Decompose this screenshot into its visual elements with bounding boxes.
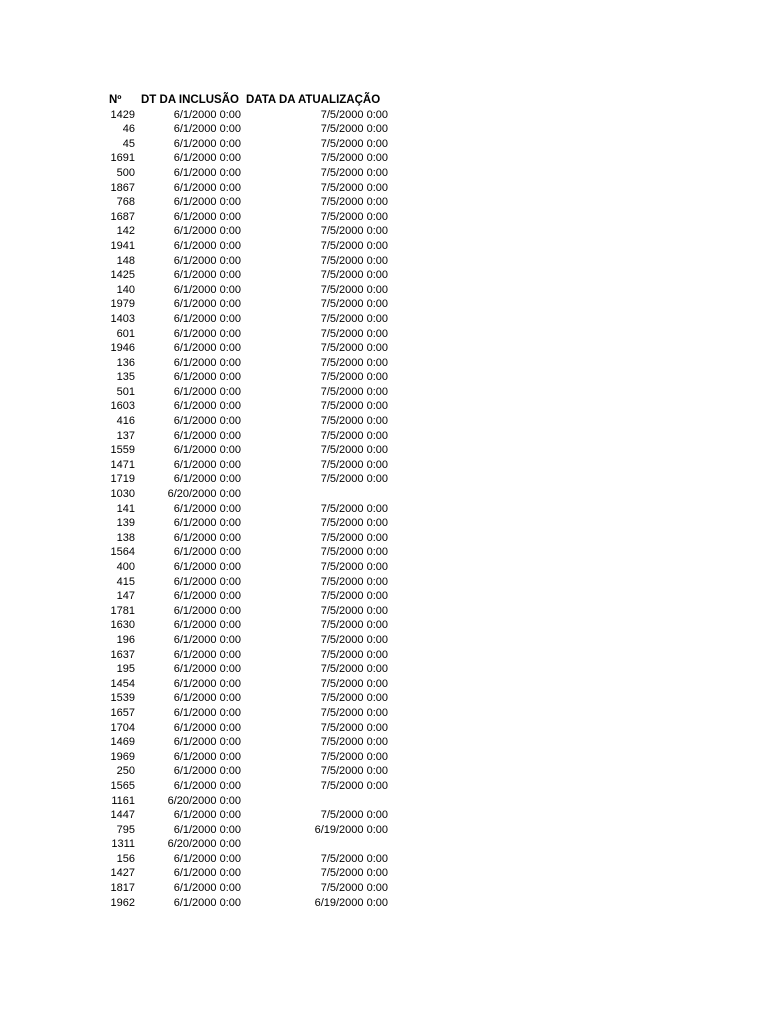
- cell-update-date: 7/5/2000 0:00: [320, 809, 388, 822]
- table-row: [0, 662, 768, 677]
- cell-num: 196: [116, 633, 135, 646]
- cell-inclusion-date: 6/1/2000 0:00: [173, 385, 241, 398]
- cell-update-date: 7/5/2000 0:00: [320, 254, 388, 267]
- cell-num: 1962: [110, 896, 135, 909]
- cell-num: 148: [116, 254, 135, 267]
- cell-inclusion-date: 6/1/2000 0:00: [173, 400, 241, 413]
- table-row: [0, 327, 768, 342]
- cell-update-date: 7/5/2000 0:00: [320, 239, 388, 252]
- cell-num: 601: [116, 327, 135, 340]
- table-row: [0, 560, 768, 575]
- cell-num: 45: [122, 137, 135, 150]
- cell-inclusion-date: 6/1/2000 0:00: [173, 809, 241, 822]
- table-row: [0, 356, 768, 371]
- cell-inclusion-date: 6/1/2000 0:00: [173, 852, 241, 865]
- cell-inclusion-date: 6/1/2000 0:00: [173, 750, 241, 763]
- cell-num: 1403: [110, 312, 135, 325]
- cell-inclusion-date: 6/1/2000 0:00: [173, 648, 241, 661]
- table-row: [0, 239, 768, 254]
- cell-inclusion-date: 6/1/2000 0:00: [173, 867, 241, 880]
- cell-num: 1030: [110, 488, 135, 501]
- cell-inclusion-date: 6/1/2000 0:00: [173, 736, 241, 749]
- cell-inclusion-date: 6/1/2000 0:00: [173, 269, 241, 282]
- table-row: [0, 341, 768, 356]
- cell-update-date: 7/5/2000 0:00: [320, 779, 388, 792]
- cell-inclusion-date: 6/1/2000 0:00: [173, 152, 241, 165]
- table-row: [0, 881, 768, 896]
- header-update-date: DATA DA ATUALIZAÇÃO: [246, 94, 381, 106]
- cell-inclusion-date: 6/1/2000 0:00: [173, 663, 241, 676]
- cell-num: 1311: [111, 838, 135, 851]
- cell-update-date: 7/5/2000 0:00: [320, 473, 388, 486]
- cell-update-date: 7/5/2000 0:00: [320, 721, 388, 734]
- table-row: [0, 721, 768, 736]
- cell-num: 1946: [110, 342, 135, 355]
- table-row: [0, 151, 768, 166]
- cell-num: 138: [116, 531, 135, 544]
- cell-num: 500: [116, 166, 135, 179]
- cell-update-date: 7/5/2000 0:00: [320, 166, 388, 179]
- cell-update-date: 7/5/2000 0:00: [320, 677, 388, 690]
- cell-inclusion-date: 6/1/2000 0:00: [173, 123, 241, 136]
- cell-update-date: 7/5/2000 0:00: [320, 575, 388, 588]
- cell-num: 795: [116, 823, 135, 836]
- cell-num: 1565: [110, 779, 135, 792]
- cell-inclusion-date: 6/1/2000 0:00: [173, 677, 241, 690]
- cell-update-date: 7/5/2000 0:00: [320, 750, 388, 763]
- cell-num: 1427: [110, 867, 135, 880]
- cell-inclusion-date: 6/1/2000 0:00: [173, 633, 241, 646]
- cell-num: 1687: [110, 210, 135, 223]
- cell-inclusion-date: 6/1/2000 0:00: [173, 312, 241, 325]
- cell-num: 1564: [110, 546, 135, 559]
- cell-num: 1603: [110, 400, 135, 413]
- cell-inclusion-date: 6/1/2000 0:00: [173, 531, 241, 544]
- cell-num: 1161: [111, 794, 135, 807]
- cell-num: 250: [116, 765, 135, 778]
- cell-inclusion-date: 6/1/2000 0:00: [173, 342, 241, 355]
- table-row: [0, 633, 768, 648]
- table-row: [0, 794, 768, 809]
- cell-update-date: 7/5/2000 0:00: [320, 108, 388, 121]
- cell-update-date: 7/5/2000 0:00: [320, 692, 388, 705]
- cell-num: 1637: [110, 648, 135, 661]
- table-row: [0, 181, 768, 196]
- table-row: [0, 618, 768, 633]
- cell-num: 1719: [110, 473, 135, 486]
- cell-update-date: 7/5/2000 0:00: [320, 356, 388, 369]
- cell-update-date: 7/5/2000 0:00: [320, 458, 388, 471]
- cell-num: 137: [116, 429, 135, 442]
- cell-num: 1630: [110, 619, 135, 632]
- cell-num: 1657: [110, 706, 135, 719]
- table-row: [0, 735, 768, 750]
- cell-inclusion-date: 6/1/2000 0:00: [173, 166, 241, 179]
- table-row: [0, 589, 768, 604]
- cell-inclusion-date: 6/1/2000 0:00: [173, 604, 241, 617]
- table-row: [0, 254, 768, 269]
- table-row: [0, 502, 768, 517]
- cell-num: 1559: [110, 444, 135, 457]
- table-row: [0, 137, 768, 152]
- cell-update-date: 7/5/2000 0:00: [320, 385, 388, 398]
- table-row: [0, 866, 768, 881]
- cell-inclusion-date: 6/1/2000 0:00: [173, 444, 241, 457]
- cell-num: 1969: [110, 750, 135, 763]
- cell-update-date: 7/5/2000 0:00: [320, 736, 388, 749]
- cell-inclusion-date: 6/1/2000 0:00: [173, 619, 241, 632]
- cell-inclusion-date: 6/1/2000 0:00: [173, 327, 241, 340]
- cell-num: 1691: [110, 152, 135, 165]
- table-row: [0, 108, 768, 123]
- table-row: [0, 896, 768, 911]
- cell-update-date: 6/19/2000 0:00: [314, 823, 388, 836]
- table-row: [0, 268, 768, 283]
- table-row: [0, 297, 768, 312]
- cell-update-date: 7/5/2000 0:00: [320, 283, 388, 296]
- cell-inclusion-date: 6/1/2000 0:00: [173, 225, 241, 238]
- table-row: [0, 487, 768, 502]
- cell-update-date: 7/5/2000 0:00: [320, 327, 388, 340]
- cell-inclusion-date: 6/1/2000 0:00: [173, 371, 241, 384]
- cell-num: 1454: [110, 677, 135, 690]
- cell-num: 415: [116, 575, 135, 588]
- table-row: [0, 210, 768, 225]
- cell-num: 147: [116, 590, 135, 603]
- table-row: [0, 648, 768, 663]
- table-row: [0, 779, 768, 794]
- cell-inclusion-date: 6/1/2000 0:00: [173, 181, 241, 194]
- table-row: [0, 166, 768, 181]
- table-header-row: [0, 93, 768, 108]
- cell-inclusion-date: 6/1/2000 0:00: [173, 517, 241, 530]
- cell-update-date: 7/5/2000 0:00: [320, 196, 388, 209]
- cell-inclusion-date: 6/1/2000 0:00: [173, 356, 241, 369]
- cell-inclusion-date: 6/1/2000 0:00: [173, 575, 241, 588]
- cell-update-date: 7/5/2000 0:00: [320, 648, 388, 661]
- table-row: [0, 604, 768, 619]
- cell-num: 142: [116, 225, 135, 238]
- cell-update-date: 7/5/2000 0:00: [320, 269, 388, 282]
- cell-update-date: 7/5/2000 0:00: [320, 298, 388, 311]
- cell-update-date: 7/5/2000 0:00: [320, 210, 388, 223]
- cell-num: 1979: [110, 298, 135, 311]
- cell-num: 140: [116, 283, 135, 296]
- cell-inclusion-date: 6/1/2000 0:00: [173, 473, 241, 486]
- cell-update-date: 7/5/2000 0:00: [320, 531, 388, 544]
- table-row: [0, 224, 768, 239]
- cell-inclusion-date: 6/20/2000 0:00: [167, 838, 241, 851]
- cell-inclusion-date: 6/1/2000 0:00: [173, 502, 241, 515]
- cell-update-date: 7/5/2000 0:00: [320, 517, 388, 530]
- cell-update-date: 7/5/2000 0:00: [320, 342, 388, 355]
- table-row: [0, 750, 768, 765]
- cell-update-date: 7/5/2000 0:00: [320, 663, 388, 676]
- spreadsheet-table: [0, 93, 768, 910]
- cell-update-date: 7/5/2000 0:00: [320, 619, 388, 632]
- cell-num: 1539: [110, 692, 135, 705]
- table-row: [0, 399, 768, 414]
- table-row: [0, 677, 768, 692]
- table-row: [0, 575, 768, 590]
- table-row: [0, 458, 768, 473]
- cell-update-date: 7/5/2000 0:00: [320, 706, 388, 719]
- table-row: [0, 443, 768, 458]
- table-row: [0, 414, 768, 429]
- cell-update-date: 6/19/2000 0:00: [314, 896, 388, 909]
- cell-inclusion-date: 6/1/2000 0:00: [173, 561, 241, 573]
- cell-inclusion-date: 6/1/2000 0:00: [173, 283, 241, 296]
- table-row: [0, 545, 768, 560]
- cell-inclusion-date: 6/1/2000 0:00: [173, 882, 241, 895]
- cell-update-date: 7/5/2000 0:00: [320, 371, 388, 384]
- cell-inclusion-date: 6/1/2000 0:00: [173, 196, 241, 209]
- table-row: [0, 370, 768, 385]
- table-row: [0, 852, 768, 867]
- table-row: [0, 823, 768, 838]
- cell-update-date: 7/5/2000 0:00: [320, 444, 388, 457]
- cell-num: 141: [116, 502, 135, 515]
- cell-num: 1469: [110, 736, 135, 749]
- table-row: [0, 312, 768, 327]
- cell-update-date: 7/5/2000 0:00: [320, 882, 388, 895]
- cell-update-date: 7/5/2000 0:00: [320, 152, 388, 165]
- cell-update-date: 7/5/2000 0:00: [320, 765, 388, 778]
- cell-num: 416: [116, 415, 135, 428]
- table-row: [0, 429, 768, 444]
- cell-num: 195: [116, 663, 135, 676]
- cell-update-date: 7/5/2000 0:00: [320, 415, 388, 428]
- cell-inclusion-date: 6/20/2000 0:00: [167, 488, 241, 501]
- cell-inclusion-date: 6/1/2000 0:00: [173, 458, 241, 471]
- cell-update-date: 7/5/2000 0:00: [320, 312, 388, 325]
- table-row: [0, 808, 768, 823]
- cell-inclusion-date: 6/1/2000 0:00: [173, 429, 241, 442]
- cell-num: 135: [116, 371, 135, 384]
- header-num: Nº: [109, 94, 122, 106]
- cell-update-date: 7/5/2000 0:00: [320, 502, 388, 515]
- table-row: [0, 531, 768, 546]
- cell-update-date: 7/5/2000 0:00: [320, 590, 388, 603]
- cell-num: 139: [116, 517, 135, 530]
- cell-inclusion-date: 6/1/2000 0:00: [173, 896, 241, 909]
- cell-update-date: 7/5/2000 0:00: [320, 561, 388, 573]
- cell-num: 1704: [110, 721, 135, 734]
- cell-num: 136: [116, 356, 135, 369]
- cell-num: 1781: [110, 604, 135, 617]
- cell-num: 501: [116, 385, 135, 398]
- header-inclusion-date: DT DA INCLUSÃO: [141, 94, 239, 106]
- cell-update-date: 7/5/2000 0:00: [320, 225, 388, 238]
- cell-update-date: 7/5/2000 0:00: [320, 633, 388, 646]
- table-row: [0, 706, 768, 721]
- cell-inclusion-date: 6/1/2000 0:00: [173, 415, 241, 428]
- cell-update-date: 7/5/2000 0:00: [320, 852, 388, 865]
- cell-inclusion-date: 6/1/2000 0:00: [173, 779, 241, 792]
- table-row: [0, 516, 768, 531]
- cell-inclusion-date: 6/1/2000 0:00: [173, 254, 241, 267]
- cell-num: 1447: [110, 809, 135, 822]
- cell-update-date: 7/5/2000 0:00: [320, 137, 388, 150]
- cell-num: 1471: [110, 458, 135, 471]
- table-row: [0, 122, 768, 137]
- cell-inclusion-date: 6/1/2000 0:00: [173, 210, 241, 223]
- cell-inclusion-date: 6/1/2000 0:00: [173, 765, 241, 778]
- table-row: [0, 764, 768, 779]
- cell-num: 1817: [110, 882, 135, 895]
- cell-inclusion-date: 6/1/2000 0:00: [173, 706, 241, 719]
- table-row: [0, 283, 768, 298]
- cell-inclusion-date: 6/20/2000 0:00: [167, 794, 241, 807]
- table-row: [0, 195, 768, 210]
- cell-update-date: 7/5/2000 0:00: [320, 123, 388, 136]
- cell-inclusion-date: 6/1/2000 0:00: [173, 823, 241, 836]
- cell-num: 1867: [110, 181, 135, 194]
- table-row: [0, 472, 768, 487]
- cell-inclusion-date: 6/1/2000 0:00: [173, 692, 241, 705]
- cell-num: 156: [116, 852, 135, 865]
- cell-update-date: 7/5/2000 0:00: [320, 604, 388, 617]
- cell-num: 1425: [110, 269, 135, 282]
- cell-update-date: 7/5/2000 0:00: [320, 546, 388, 559]
- cell-num: 400: [116, 561, 135, 573]
- cell-inclusion-date: 6/1/2000 0:00: [173, 546, 241, 559]
- table-row: [0, 837, 768, 852]
- cell-num: 1429: [110, 108, 135, 121]
- cell-update-date: 7/5/2000 0:00: [320, 429, 388, 442]
- cell-num: 768: [116, 196, 135, 209]
- table-row: [0, 385, 768, 400]
- cell-num: 46: [122, 123, 135, 136]
- cell-inclusion-date: 6/1/2000 0:00: [173, 721, 241, 734]
- table-row: [0, 691, 768, 706]
- cell-update-date: 7/5/2000 0:00: [320, 867, 388, 880]
- cell-inclusion-date: 6/1/2000 0:00: [173, 108, 241, 121]
- cell-inclusion-date: 6/1/2000 0:00: [173, 298, 241, 311]
- cell-inclusion-date: 6/1/2000 0:00: [173, 590, 241, 603]
- cell-update-date: 7/5/2000 0:00: [320, 400, 388, 413]
- cell-num: 1941: [110, 239, 135, 252]
- table-body: [0, 108, 768, 911]
- cell-update-date: 7/5/2000 0:00: [320, 181, 388, 194]
- cell-inclusion-date: 6/1/2000 0:00: [173, 239, 241, 252]
- cell-inclusion-date: 6/1/2000 0:00: [173, 137, 241, 150]
